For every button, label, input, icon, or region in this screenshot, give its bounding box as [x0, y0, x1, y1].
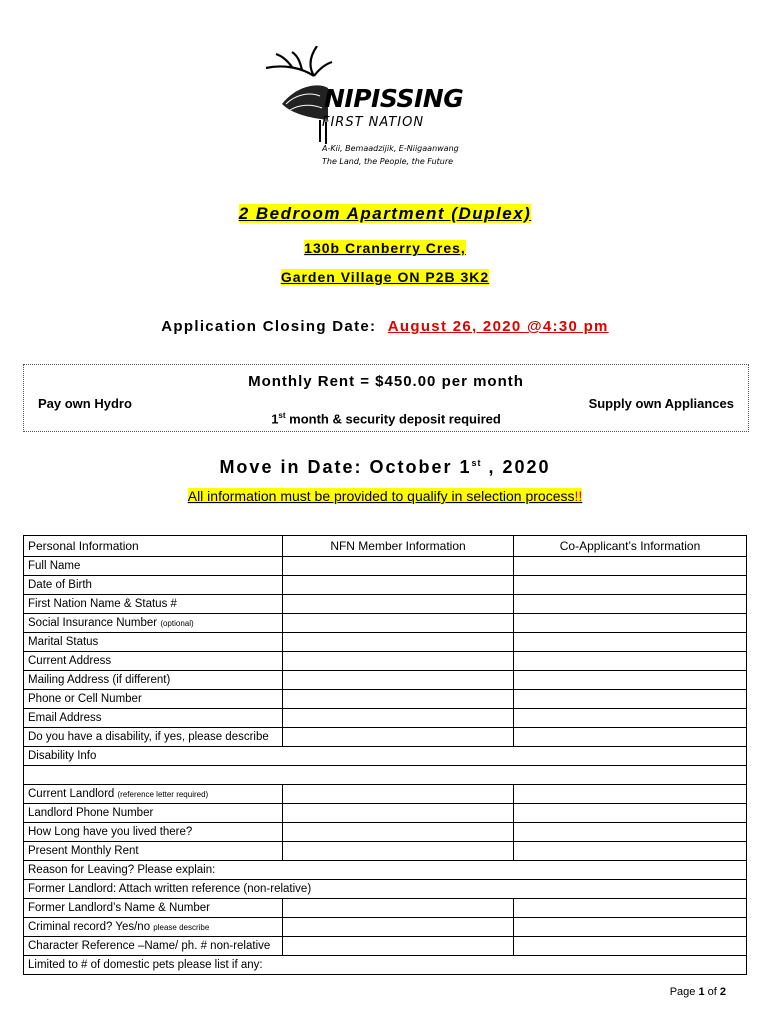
header-member-info: NFN Member Information	[283, 536, 514, 557]
row-label	[24, 899, 283, 918]
coapplicant-info-field[interactable]	[514, 671, 747, 690]
member-info-field[interactable]	[283, 557, 514, 576]
notice-text: All information must be provided to qualify in selection process	[187, 488, 575, 504]
coapplicant-info-field[interactable]	[514, 823, 747, 842]
table-row	[24, 557, 747, 576]
nipissing-first-nation-logo	[262, 46, 474, 174]
table-row	[24, 804, 747, 823]
move-in-suffix: , 2020	[488, 457, 551, 477]
logo-name: NIPISSING	[324, 84, 464, 113]
row-label-note: (optional)	[160, 619, 194, 628]
move-in-sup: st	[471, 458, 482, 468]
rent-info-box	[23, 364, 749, 432]
move-in-prefix: Move in Date: October 1	[219, 457, 472, 477]
row-label	[24, 747, 747, 766]
row-label-text: Full Name	[28, 560, 81, 572]
table-header-row	[24, 536, 747, 557]
deposit-sup: st	[278, 411, 286, 420]
notice-highlight	[188, 488, 583, 504]
member-info-field[interactable]	[283, 804, 514, 823]
row-label-text: Mailing Address (if different)	[28, 674, 171, 686]
hydro-note: Pay own Hydro	[38, 396, 132, 411]
row-label-text: Do you have a disability, if yes, please describe	[28, 731, 269, 743]
row-label-text: Phone or Cell Number	[28, 693, 142, 705]
coapplicant-info-field[interactable]	[514, 785, 747, 804]
logo-subtitle: FIRST NATION	[322, 115, 425, 130]
table-row	[24, 709, 747, 728]
page-of: of	[704, 986, 720, 998]
coapplicant-info-field[interactable]	[514, 937, 747, 956]
closing-label: Application Closing Date:	[161, 318, 377, 335]
table-row	[24, 785, 747, 804]
page-number	[670, 986, 726, 998]
table-row	[24, 595, 747, 614]
closing-date: August 26, 2020 @4:30 pm	[387, 318, 609, 335]
row-label-text: Criminal record? Yes/no	[28, 921, 154, 933]
row-label-text: Present Monthly Rent	[28, 845, 139, 857]
row-label-note: please describe	[153, 923, 210, 932]
row-label-text: Current Landlord	[28, 788, 118, 800]
page-current: 1	[698, 986, 705, 998]
member-info-field[interactable]	[283, 576, 514, 595]
row-label-text: Disability Info	[28, 750, 97, 762]
member-info-field[interactable]	[283, 899, 514, 918]
row-label	[24, 614, 283, 633]
row-label	[24, 557, 283, 576]
table-row	[24, 842, 747, 861]
closing-date-line	[0, 318, 770, 335]
row-label-note: (reference letter required)	[117, 790, 209, 799]
row-label	[24, 652, 283, 671]
notice-exclamation: !!	[574, 488, 583, 504]
page-total: 2	[719, 986, 726, 998]
member-info-field[interactable]	[283, 671, 514, 690]
coapplicant-info-field[interactable]	[514, 690, 747, 709]
listing-title-text: 2 Bedroom Apartment (Duplex)	[238, 204, 532, 223]
row-label	[24, 823, 283, 842]
coapplicant-info-field[interactable]	[514, 804, 747, 823]
deposit-text: month & security deposit required	[285, 411, 501, 427]
coapplicant-info-field[interactable]	[514, 899, 747, 918]
logo-motto-english: The Land, the People, the Future	[322, 157, 454, 166]
coapplicant-info-field[interactable]	[514, 557, 747, 576]
member-info-field[interactable]	[283, 595, 514, 614]
logo-motto-ojibwe: A-Kii, Bemaadzijik, E-Niigaanwang	[322, 144, 459, 153]
table-row	[24, 766, 747, 785]
listing-title	[0, 204, 770, 224]
table-row	[24, 956, 747, 975]
table-row	[24, 861, 747, 880]
member-info-field[interactable]	[283, 614, 514, 633]
row-label	[24, 728, 283, 747]
coapplicant-info-field[interactable]	[514, 842, 747, 861]
coapplicant-info-field[interactable]	[514, 633, 747, 652]
row-label-text: Former Landlord: Attach written reference (non-relative)	[28, 883, 312, 895]
coapplicant-info-field[interactable]	[514, 652, 747, 671]
row-label	[24, 804, 283, 823]
row-label-text: First Nation Name & Status #	[28, 598, 177, 610]
address-line-1	[0, 240, 770, 256]
row-label	[24, 595, 283, 614]
row-label-text: How Long have you lived there?	[28, 826, 193, 838]
member-info-field[interactable]	[283, 918, 514, 937]
coapplicant-info-field[interactable]	[514, 595, 747, 614]
appliances-note: Supply own Appliances	[588, 396, 734, 411]
table-row	[24, 728, 747, 747]
member-info-field[interactable]	[283, 690, 514, 709]
row-label	[24, 880, 747, 899]
table-row	[24, 937, 747, 956]
row-label	[24, 785, 283, 804]
requirement-notice	[0, 488, 770, 504]
coapplicant-info-field[interactable]	[514, 576, 747, 595]
table-row	[24, 747, 747, 766]
row-label	[24, 671, 283, 690]
row-label	[24, 633, 283, 652]
table-row	[24, 690, 747, 709]
table-row	[24, 880, 747, 899]
header-coapplicant-info: Co-Applicant’s Information	[514, 536, 747, 557]
member-info-field[interactable]	[283, 842, 514, 861]
table-row	[24, 918, 747, 937]
member-info-field[interactable]	[283, 633, 514, 652]
row-label-text: Date of Birth	[28, 579, 92, 591]
row-label	[24, 861, 747, 880]
row-label	[24, 842, 283, 861]
member-info-field[interactable]	[283, 785, 514, 804]
deposit-note	[24, 411, 748, 426]
row-label	[24, 956, 747, 975]
row-label-text: Reason for Leaving? Please explain:	[28, 864, 216, 876]
member-info-field[interactable]	[283, 709, 514, 728]
table-row	[24, 576, 747, 595]
monthly-rent: Monthly Rent = $450.00 per month	[248, 373, 524, 390]
row-label	[24, 937, 283, 956]
move-in-date	[0, 457, 770, 478]
address-line-2-text: Garden Village ON P2B 3K2	[280, 269, 490, 285]
header-personal-info: Personal Information	[24, 536, 283, 557]
row-label-text: Landlord Phone Number	[28, 807, 154, 819]
member-info-field[interactable]	[283, 652, 514, 671]
table-row	[24, 823, 747, 842]
row-label-text: Marital Status	[28, 636, 99, 648]
table-row	[24, 652, 747, 671]
coapplicant-info-field[interactable]	[514, 918, 747, 937]
member-info-field[interactable]	[283, 937, 514, 956]
application-form-table	[23, 535, 747, 975]
address-line-1-text: 130b Cranberry Cres,	[304, 240, 466, 256]
member-info-field[interactable]	[283, 823, 514, 842]
row-label-text: Limited to # of domestic pets please list if any:	[28, 959, 263, 971]
coapplicant-info-field[interactable]	[514, 709, 747, 728]
row-label	[24, 918, 283, 937]
table-row	[24, 671, 747, 690]
row-label-text: Email Address	[28, 712, 102, 724]
row-label-text: Social Insurance Number	[28, 617, 161, 629]
row-label	[24, 709, 283, 728]
coapplicant-info-field[interactable]	[514, 614, 747, 633]
coapplicant-info-field[interactable]	[514, 728, 747, 747]
row-label	[24, 766, 747, 785]
page-prefix: Page	[669, 986, 699, 998]
table-row	[24, 899, 747, 918]
row-label-text: Current Address	[28, 655, 112, 667]
row-label	[24, 690, 283, 709]
address-line-2	[0, 269, 770, 285]
row-label-text: Former Landlord’s Name & Number	[28, 902, 210, 914]
row-label	[24, 576, 283, 595]
table-row	[24, 633, 747, 652]
deposit-number: 1	[271, 411, 279, 427]
row-label-text: Character Reference –Name/ ph. # non-relative	[28, 940, 271, 952]
table-row	[24, 614, 747, 633]
member-info-field[interactable]	[283, 728, 514, 747]
